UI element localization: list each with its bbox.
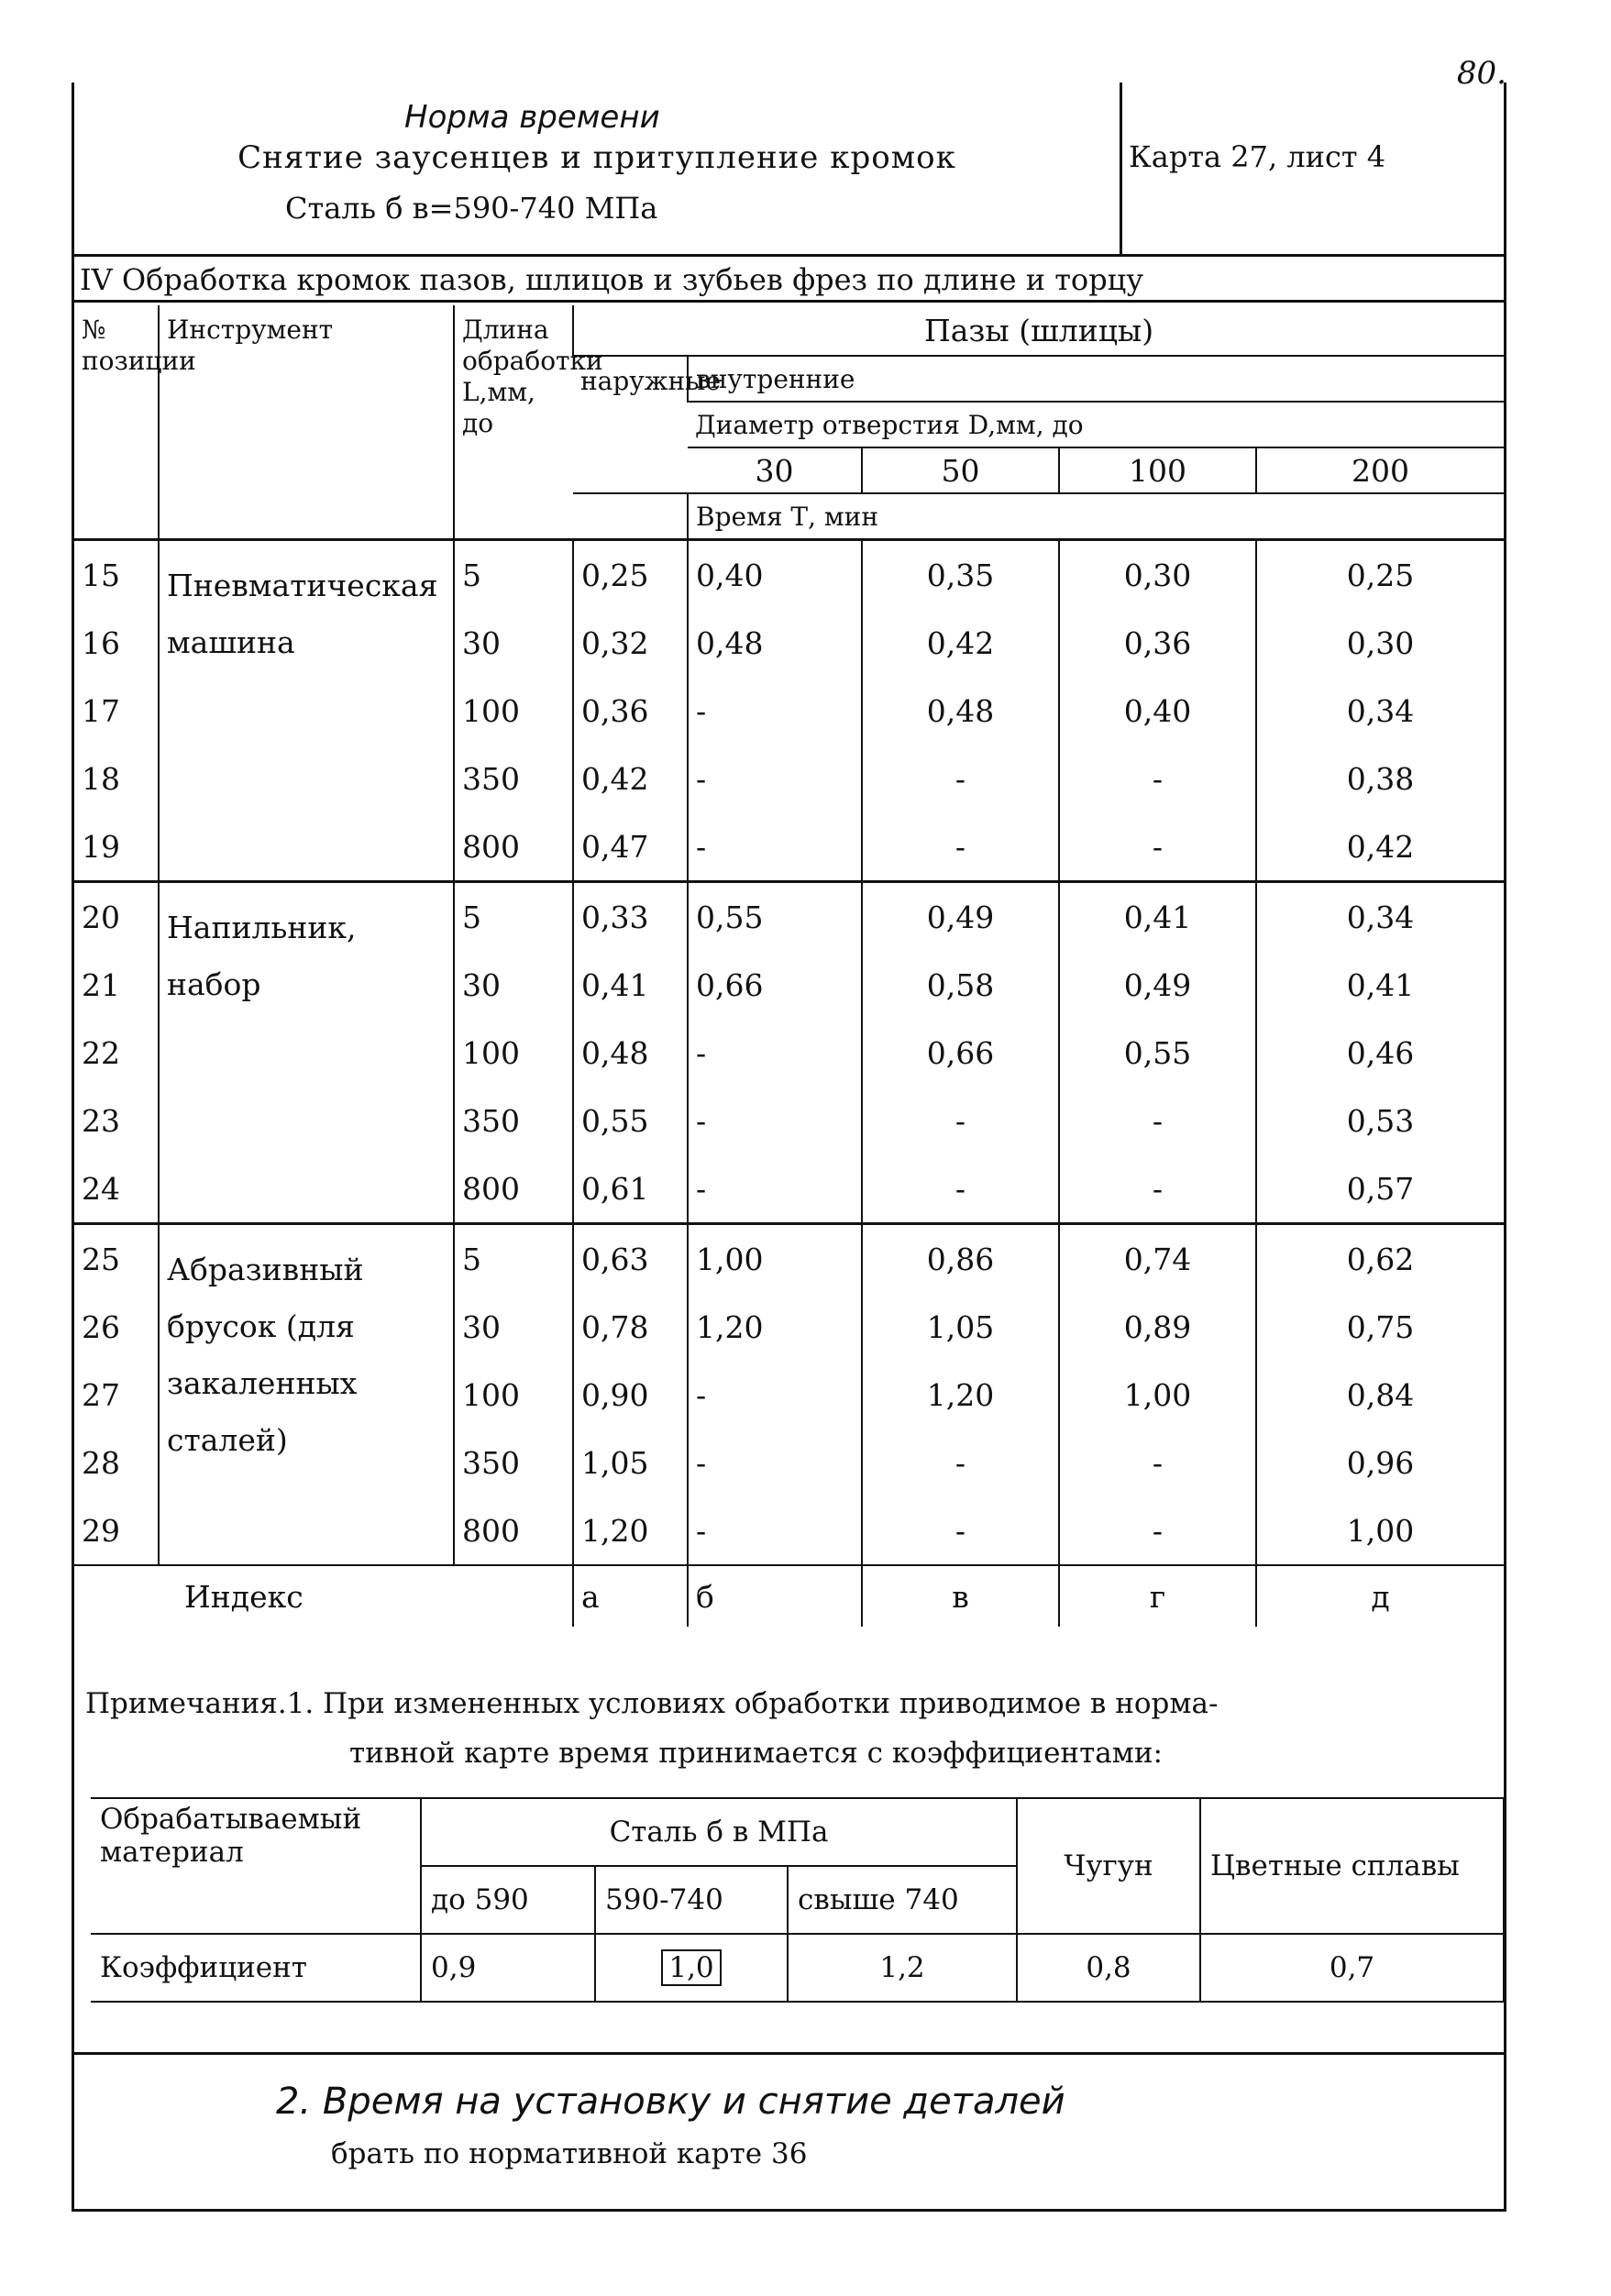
time-cell: 0,40 <box>688 540 862 610</box>
time-cell: 0,55 <box>688 882 862 952</box>
coefficient-table <box>91 1797 1505 2003</box>
position-cell: 18 <box>82 760 120 797</box>
time-cell: - <box>862 1154 1059 1224</box>
diameter-50: 50 <box>862 447 1059 493</box>
coef-steel: Сталь б в МПа <box>421 1798 1017 1866</box>
length-cell: 5 <box>454 882 573 952</box>
tool-cell: Абразивный брусок (для закаленных сталей) <box>159 1224 454 1566</box>
time-cell: 0,34 <box>1256 882 1504 952</box>
section-title: IV Обработка кромок пазов, шлицов и зубьев фрез по длине и торцу <box>74 257 1504 303</box>
position-cell: 20 <box>74 882 159 952</box>
time-cell: 0,25 <box>1256 540 1504 610</box>
tool-cell: Пневматическая машина <box>159 540 454 882</box>
coef-value-4: 0,8 <box>1017 1934 1200 2002</box>
time-cell: - <box>862 812 1059 882</box>
time-cell: - <box>688 1429 862 1496</box>
time-cell: 0,33 <box>573 882 688 952</box>
position-cell: 27 <box>82 1376 120 1413</box>
time-cell: - <box>688 812 862 882</box>
coef-value-1: 0,9 <box>421 1934 595 2002</box>
header-slots: Пазы (шлицы) <box>573 305 1504 356</box>
card-title: Снятие заусенцев и притупление кромок <box>237 139 956 176</box>
handwritten-title: Норма времени <box>404 99 660 136</box>
header-outer: наружные <box>573 356 688 493</box>
coef-value-2: 1,0 <box>661 1949 721 1986</box>
time-cell: - <box>688 1019 862 1087</box>
time-cell: 0,41 <box>573 951 688 1019</box>
diameter-200: 200 <box>1256 447 1504 493</box>
time-cell: 0,57 <box>1256 1154 1504 1224</box>
card-number: Карта 27, лист 4 <box>1129 139 1386 174</box>
position-cell: 24 <box>82 1170 120 1207</box>
length-cell: 30 <box>454 609 573 677</box>
note-2-handwritten: 2. Время на установку и снятие деталей <box>276 2081 1065 2123</box>
length-cell: 800 <box>454 1154 573 1224</box>
time-cell: - <box>688 1087 862 1154</box>
time-cell: 1,05 <box>573 1429 688 1496</box>
position-cell: 21 <box>82 966 120 1003</box>
time-cell: 0,30 <box>1256 609 1504 677</box>
time-cell: 1,00 <box>1256 1496 1504 1565</box>
time-cell: 0,74 <box>1059 1224 1256 1294</box>
coef-material: Обрабатываемый материал <box>91 1798 421 1934</box>
header-position: № позиции <box>82 315 196 376</box>
coef-range-2: 590-740 <box>595 1866 788 1934</box>
time-cell: 0,48 <box>573 1019 688 1087</box>
time-cell: 0,46 <box>1256 1019 1504 1087</box>
index-label: Индекс <box>74 1565 573 1627</box>
position-cell: 19 <box>82 828 120 865</box>
time-cell: 1,00 <box>688 1224 862 1294</box>
table-row <box>74 1224 1504 1294</box>
time-cell: 0,78 <box>573 1293 688 1361</box>
time-cell: - <box>1059 745 1256 812</box>
time-cell: 0,89 <box>1059 1293 1256 1361</box>
time-cell: 0,48 <box>688 609 862 677</box>
time-cell: - <box>1059 812 1256 882</box>
time-cell: 0,58 <box>862 951 1059 1019</box>
time-cell: 0,38 <box>1256 745 1504 812</box>
length-cell: 5 <box>454 1224 573 1294</box>
index-g: г <box>1059 1565 1256 1627</box>
footer-note <box>74 2052 1504 2170</box>
index-a: а <box>573 1565 688 1627</box>
time-cell: 0,36 <box>573 677 688 745</box>
time-cell: 0,62 <box>1256 1224 1504 1294</box>
length-cell: 30 <box>454 1293 573 1361</box>
coef-range-1: до 590 <box>421 1866 595 1934</box>
index-b: б <box>688 1565 862 1627</box>
length-cell: 350 <box>454 1429 573 1496</box>
time-cell: 0,34 <box>1256 677 1504 745</box>
time-cell: 0,61 <box>573 1154 688 1224</box>
time-cell: 0,32 <box>573 609 688 677</box>
time-cell: 0,75 <box>1256 1293 1504 1361</box>
time-cell: 0,63 <box>573 1224 688 1294</box>
note-1-line-2: тивной карте время принимается с коэффициентами: <box>349 1737 1163 1770</box>
time-cell: 0,86 <box>862 1224 1059 1294</box>
header-length: Длина обработки L,мм, до <box>454 305 573 540</box>
header-inner: внутренние <box>688 356 1504 402</box>
time-cell: - <box>688 1361 862 1429</box>
card-header <box>74 83 1504 257</box>
time-cell: - <box>1059 1429 1256 1496</box>
time-cell: 0,55 <box>573 1087 688 1154</box>
tool-cell: Напильник, набор <box>159 882 454 1224</box>
time-cell: - <box>862 745 1059 812</box>
length-cell: 100 <box>454 1361 573 1429</box>
header-tool: Инструмент <box>159 305 454 540</box>
table-row <box>74 882 1504 952</box>
time-cell: 0,42 <box>573 745 688 812</box>
position-cell: 15 <box>74 540 159 610</box>
time-cell: 1,20 <box>573 1496 688 1565</box>
coef-range-3: свыше 740 <box>788 1866 1017 1934</box>
time-cell: - <box>862 1429 1059 1496</box>
coef-label: Коэффициент <box>91 1934 421 2002</box>
time-cell: 0,42 <box>862 609 1059 677</box>
length-cell: 30 <box>454 951 573 1019</box>
time-cell: 0,90 <box>573 1361 688 1429</box>
coef-value-3: 1,2 <box>788 1934 1017 2002</box>
document-page <box>72 55 1506 2228</box>
time-cell: - <box>688 1154 862 1224</box>
time-cell: - <box>1059 1087 1256 1154</box>
header-title-block <box>74 83 1122 254</box>
time-cell: - <box>688 745 862 812</box>
time-cell: 1,20 <box>862 1361 1059 1429</box>
time-cell: 0,84 <box>1256 1361 1504 1429</box>
time-cell: 1,20 <box>688 1293 862 1361</box>
time-cell: 0,49 <box>1059 951 1256 1019</box>
time-cell: 0,66 <box>862 1019 1059 1087</box>
position-cell: 22 <box>82 1034 120 1071</box>
coef-value-5: 0,7 <box>1200 1934 1504 2002</box>
coef-cast-iron: Чугун <box>1017 1798 1200 1934</box>
length-cell: 100 <box>454 677 573 745</box>
time-cell: 0,47 <box>573 812 688 882</box>
header-time: Время Т, мин <box>688 493 1504 540</box>
position-cell: 23 <box>82 1102 120 1139</box>
time-cell: 0,66 <box>688 951 862 1019</box>
length-cell: 350 <box>454 745 573 812</box>
time-cell: 0,42 <box>1256 812 1504 882</box>
time-cell: 1,00 <box>1059 1361 1256 1429</box>
time-cell: 0,36 <box>1059 609 1256 677</box>
position-cell: 26 <box>82 1308 120 1345</box>
time-cell: - <box>1059 1496 1256 1565</box>
time-cell: 0,25 <box>573 540 688 610</box>
time-cell: 0,48 <box>862 677 1059 745</box>
time-cell: 0,40 <box>1059 677 1256 745</box>
length-cell: 800 <box>454 1496 573 1565</box>
note-1-line-1: Примечания.1. При измененных условиях обработки приводимое в норма- <box>85 1687 1219 1720</box>
time-cell: 0,41 <box>1256 951 1504 1019</box>
norm-table <box>74 305 1504 1627</box>
length-cell: 350 <box>454 1087 573 1154</box>
time-cell: 1,05 <box>862 1293 1059 1361</box>
page-number: 80. <box>1456 55 1506 92</box>
time-cell: - <box>688 677 862 745</box>
note-2: брать по нормативной карте 36 <box>331 2137 808 2170</box>
position-cell: 16 <box>82 624 120 661</box>
card-subtitle: Сталь б в=590-740 МПа <box>285 191 658 226</box>
coef-nonferrous: Цветные сплавы <box>1200 1798 1504 1934</box>
diameter-100: 100 <box>1059 447 1256 493</box>
position-cell: 17 <box>82 692 120 729</box>
time-cell: - <box>1059 1154 1256 1224</box>
length-cell: 100 <box>454 1019 573 1087</box>
time-cell: - <box>688 1496 862 1565</box>
time-cell: 0,41 <box>1059 882 1256 952</box>
position-cell: 28 <box>82 1444 120 1481</box>
time-cell: 0,96 <box>1256 1429 1504 1496</box>
diameter-30: 30 <box>688 447 862 493</box>
card-frame <box>72 83 1506 2212</box>
position-cell: 29 <box>82 1512 120 1549</box>
index-v: в <box>862 1565 1059 1627</box>
time-cell: 0,30 <box>1059 540 1256 610</box>
index-d: д <box>1256 1565 1504 1627</box>
time-cell: 0,55 <box>1059 1019 1256 1087</box>
time-cell: 0,35 <box>862 540 1059 610</box>
time-cell: - <box>862 1496 1059 1565</box>
length-cell: 800 <box>454 812 573 882</box>
table-row <box>74 540 1504 610</box>
position-cell: 25 <box>74 1224 159 1294</box>
header-diameter: Диаметр отверстия D,мм, до <box>688 402 1504 447</box>
time-cell: 0,53 <box>1256 1087 1504 1154</box>
length-cell: 5 <box>454 540 573 610</box>
time-cell: - <box>862 1087 1059 1154</box>
time-cell: 0,49 <box>862 882 1059 952</box>
